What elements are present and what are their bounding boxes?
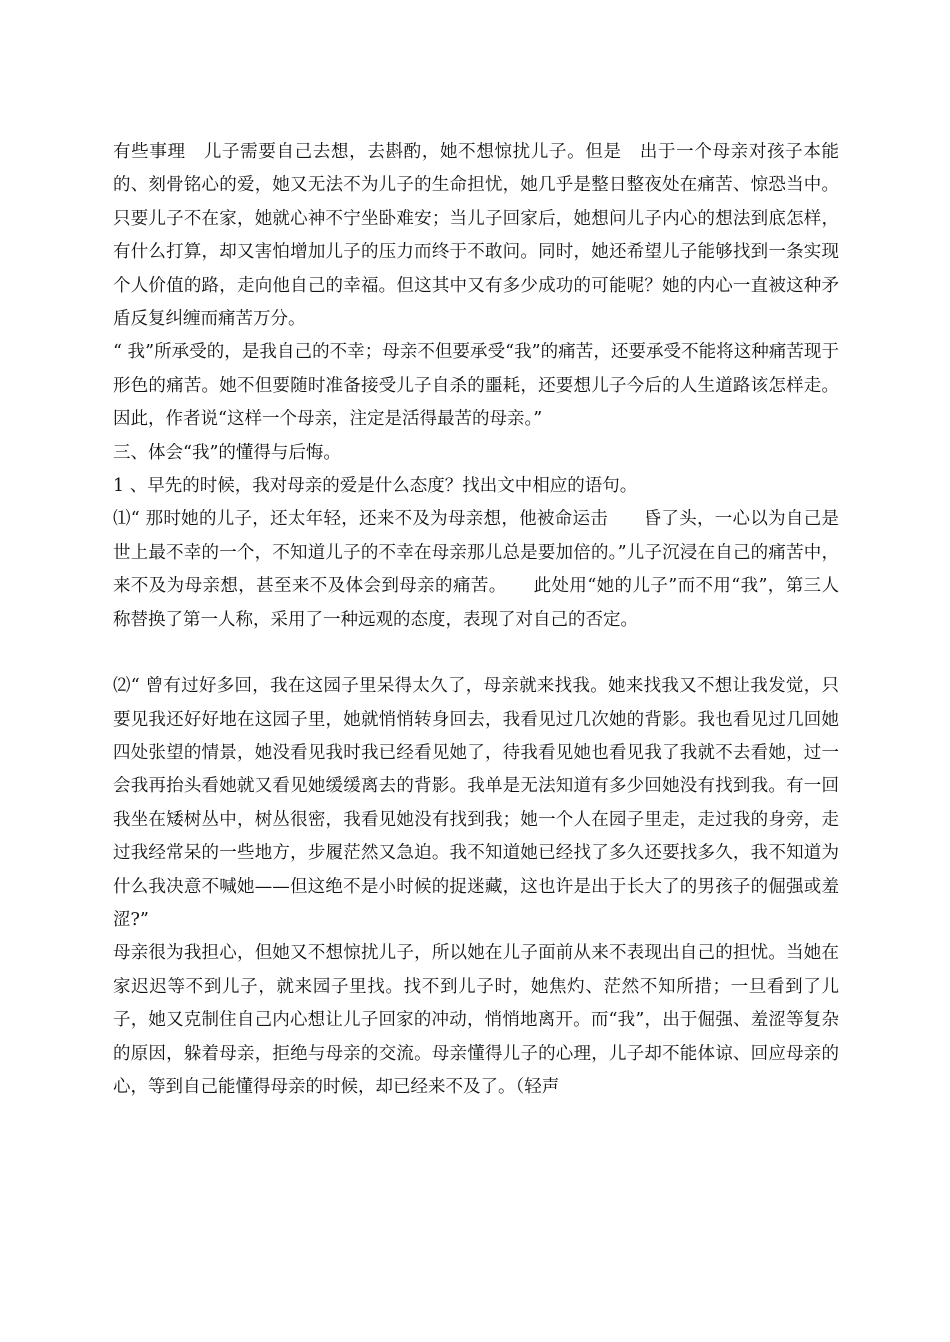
paragraph-mother-worry: 有些事理 儿子需要自己去想，去斟酌，她不想惊扰儿子。但是 出于一个母亲对孩子本能的、刻骨铭心的爱，她又无法不为儿子的生命担忧，她几乎是整日整夜处在痛苦、惊恐当中。只要儿子不在家，她就心神不宁坐卧难安；当儿子回家后，她想问儿子内心的想法到底怎样，有什么打算，却又害怕增加儿子的压力而终于不敢问。同时，她还希望儿子能够找到一条实现个人价值的路，走向他自己的幸福。但这其中又有多少成功的可能呢？她的内心一直被这种矛盾反复纠缠而痛苦万分。 xyxy=(113,142,839,330)
document-body xyxy=(113,136,839,1104)
paragraph-mother-suffering: “ 我”所承受的，是我自己的不幸；母亲不但要承受“我”的痛苦，还要承受不能将这种痛苦现于形色的痛苦。她不但要随时准备接受儿子自杀的噩耗，还要想儿子今后的人生道路该怎样走。因此，作者说“这样一个母亲，注定是活得最苦的母亲。” xyxy=(113,342,839,430)
quote-two: ⑵“ 曾有过好多回，我在这园子里呆得太久了，母亲就来找我。她来找我又不想让我发觉，只要见我还好好地在这园子里，她就悄悄转身回去，我看见过几次她的背影。我也看见过几回她四处张望的情景，她没看见我时我已经看见她了，待我看见她也看见我了我就不去看她，过一会我再抬头看她就又看见她缓缓离去的背影。我单是无法知道有多少回她没有找到我。有一回我坐在矮树丛中，树丛很密，我看见她没有找到我；她一个人在园子里走，走过我的身旁，走过我经常呆的一些地方，步履茫然又急迫。我不知道她已经找了多久还要找多久，我不知道为什么我决意不喊她——但这绝不是小时候的捉迷藏，这也许是出于长大了的男孩子的倔强或羞涩?” xyxy=(113,676,839,930)
blank-line xyxy=(113,637,839,670)
quote-one: ⑴“ 那时她的儿子，还太年轻，还来不及为母亲想，他被命运击 昏了头，一心以为自己是世上最不幸的一个，不知道儿子的不幸在母亲那儿总是要加倍的。”儿子沉浸在自己的痛苦中，来不及为母亲想，甚至来不及体会到母亲的痛苦。 此处用“她的儿子”而不用“我”，第三人称替换了第一人称，采用了一种远观的态度，表现了对自己的否定。 xyxy=(113,509,839,630)
paragraph-analysis: 母亲很为我担心，但她又不想惊扰儿子，所以她在儿子面前从来不表现出自己的担忧。当她在家迟迟等不到儿子，就来园子里找。找不到儿子时，她焦灼、茫然不知所措；一旦看到了儿子，她又克制住自己内心想让儿子回家的冲动，悄悄地离开。而“我”，出于倔强、羞涩等复杂的原因，躲着母亲，拒绝与母亲的交流。母亲懂得儿子的心理，儿子却不能体谅、回应母亲的心，等到自己能懂得母亲的时候，却已经来不及了。（轻声 xyxy=(113,943,839,1097)
question-one: 1 、早先的时候，我对母亲的爱是什么态度？找出文中相应的语句。 xyxy=(113,476,638,497)
section-heading-three: 三、体会“我”的懂得与后悔。 xyxy=(113,442,341,463)
